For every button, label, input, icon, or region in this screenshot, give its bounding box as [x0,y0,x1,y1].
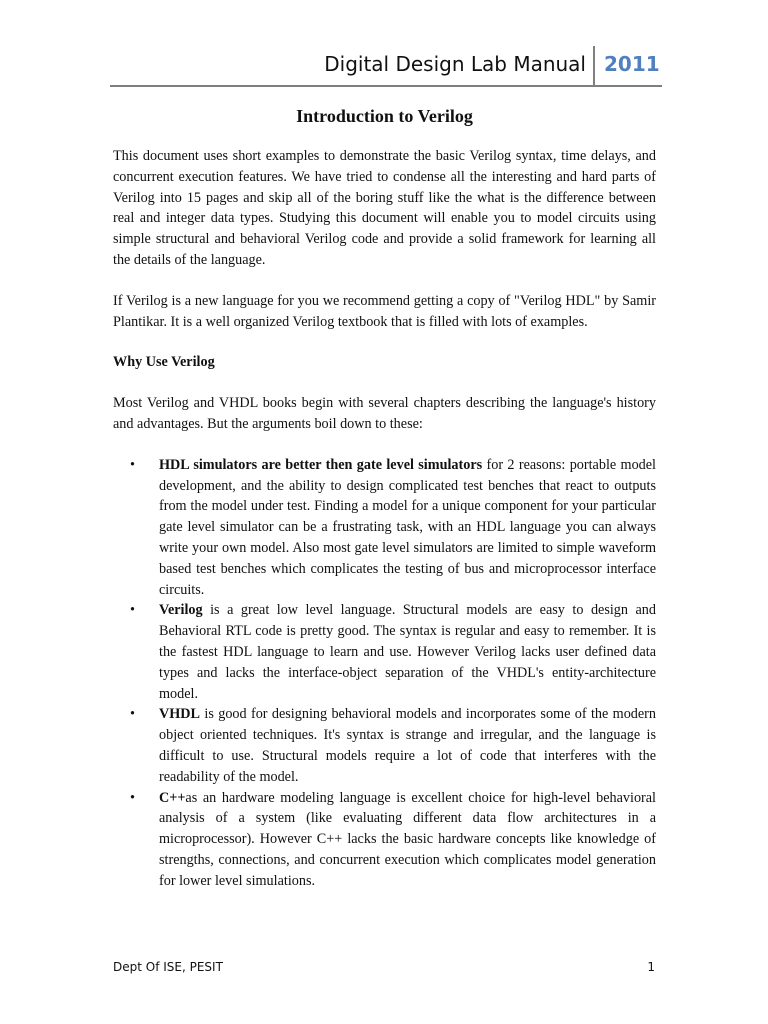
footer-department: Dept Of ISE, PESIT [113,960,223,974]
bullet-icon: • [130,602,135,619]
intro-paragraph: This document uses short examples to demonstrate the basic Verilog syntax, time delays, and concurrent execution features. We have tried to condense all the interesting and hard parts of Verilog into 15 pages and skip all of the boring stuff like the what is the difference between real and integer data types. Studying this document will enable you to model circuits using simple structural and behavioral Verilog code and provide a solid framework for learning all the details of the language. [113,148,656,268]
list-item [113,704,656,787]
list-item-text: is good for designing behavioral models and incorporates some of the modern object oriented techniques. It's syntax is strange and irregular, and the language is difficult to use. Structural models require a lot of code that interferes with the readability of the model. [159,706,656,785]
list-item-text: as an hardware modeling language is excellent choice for high-level behavioral analysis of a system (like evaluating different data flow architectures in a microprocessor). However C++ lacks the basic hardware concepts like knowledge of strengths, connections, and concurrent execution which complicates model generation for lower level simulations. [159,789,656,889]
list-item [113,788,656,892]
list-item-text: for 2 reasons: portable model development, and the ability to design complicated test benches that react to outputs from the model under test. Finding a model for a unique component for your particular gate level simulator can be a frustrating task, with an HDL language you can always write your own model. Also most gate level simulators are limited to simple waveform based test benches which complicates the testing of bus and microprocessor interface circuits. [159,456,656,598]
document-title: Introduction to Verilog [296,106,473,126]
recommendation-paragraph: If Verilog is a new language for you we recommend getting a copy of "Verilog HDL" by Samir Plantikar. It is a well organized Verilog textbook that is filled with lots of examples. [113,292,656,330]
list-item-term: HDL simulators are better then gate level simulators [159,456,483,473]
bullet-icon: • [130,706,135,723]
page-header [110,46,662,86]
header-year: 2011 [604,52,660,76]
header-title: Digital Design Lab Manual [324,52,586,76]
section-intro-paragraph: Most Verilog and VHDL books begin with several chapters describing the language's history and advantages. But the arguments boil down to these: [113,395,656,432]
section-heading: Why Use Verilog [113,354,215,371]
list-item-term: VHDL [159,706,200,723]
list-item [113,600,656,704]
bullet-icon: • [130,456,135,473]
bullet-icon: • [130,789,135,806]
footer-page-number: 1 [647,960,655,974]
list-item-term: C++ [159,789,186,806]
list-item-text: is a great low level language. Structural models are easy to design and Behavioral RTL code is pretty good. The syntax is regular and easy to remember. It is the fastest HDL language to learn and use. However Verilog lacks user defined data types and lacks the interface-object separation of the VHDL's entity-architecture model. [159,602,656,702]
list-item-term: Verilog [159,602,203,619]
reasons-list [113,455,656,892]
header-divider [593,46,595,86]
document-body [113,104,656,892]
list-item [113,455,656,601]
header-rule [110,85,662,87]
